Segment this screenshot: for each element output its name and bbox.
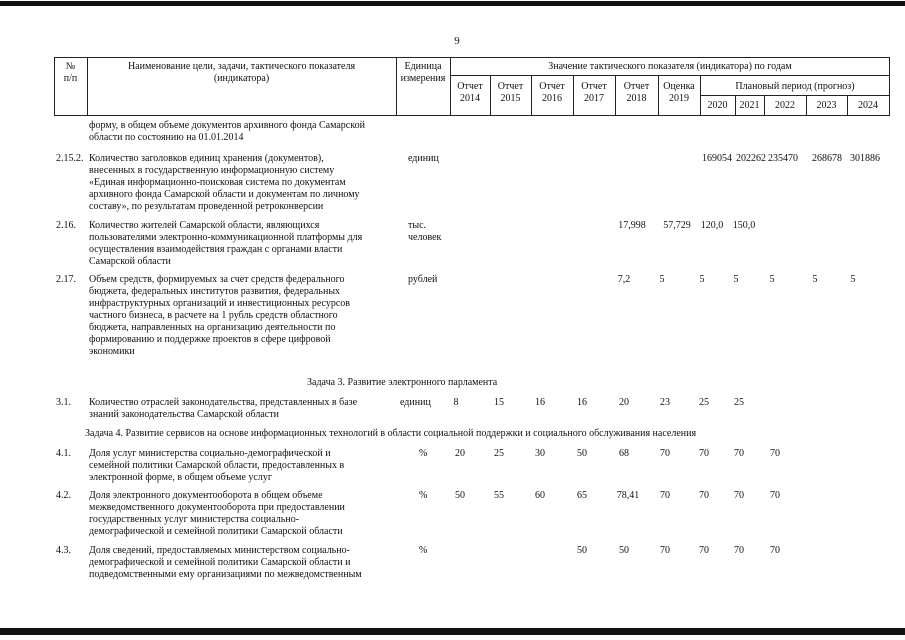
row-unit: % (419, 490, 428, 501)
header-name-sub: (индикатора) (213, 73, 270, 84)
value-cell: 70 (699, 545, 709, 556)
value-cell: 16 (535, 397, 545, 408)
desc-line: Самарской области (89, 256, 171, 267)
value-cell: 5 (812, 274, 818, 285)
value-cell: 5 (733, 274, 739, 285)
value-cell: 50 (577, 545, 587, 556)
value-cell: 202262 (736, 153, 766, 164)
desc-line: составу», по результатам проведенной ретроконверсии (89, 201, 324, 212)
header-year: 2014 (460, 93, 480, 104)
value-cell: 120,0 (700, 220, 724, 231)
header-plan-year: 2020 (707, 100, 728, 111)
value-cell: 70 (770, 490, 780, 501)
header-year-label: Отчет (539, 81, 565, 92)
bottom-border (0, 628, 905, 635)
header-unit: Единица (404, 61, 442, 72)
value-cell: 5 (659, 274, 665, 285)
header-year-label: Отчет (581, 81, 607, 92)
desc-line: Доля услуг министерства социально-демографической и (89, 448, 331, 459)
value-cell: 169054 (702, 153, 732, 164)
row-unit: рублей (408, 274, 438, 285)
header-plan-title: Плановый период (прогноз) (735, 81, 855, 92)
row-number: 4.1. (56, 448, 71, 459)
value-cell: 70 (699, 448, 709, 459)
desc-line: государственных услуг министерства социально- (89, 514, 300, 525)
row-description (89, 153, 393, 213)
row-description (89, 490, 393, 538)
value-cell: 17,998 (618, 220, 646, 231)
value-cell: 15 (494, 397, 504, 408)
value-cell: 5 (850, 274, 856, 285)
value-cell: 16 (577, 397, 587, 408)
desc-line: Количество жителей Самарской области, являющихся (89, 220, 320, 231)
desc-line: Количество отраслей законодательства, представленных в базе (89, 397, 358, 408)
header-values-title: Значение тактического показателя (индикатора) по годам (548, 61, 792, 72)
desc-line: Доля электронного документооборота в общем объеме (89, 490, 323, 501)
value-cell: 70 (660, 490, 670, 501)
value-cell: 5 (769, 274, 775, 285)
desc-line: форму, в общем объеме документов архивного фонда Самарской (89, 120, 365, 131)
header-year: 2018 (626, 93, 647, 104)
task-heading: Задача 3. Развитие электронного парламента (307, 377, 498, 388)
header-num-sub: п/п (63, 73, 78, 84)
row-number: 4.2. (56, 490, 71, 501)
desc-line: бюджета, направленных на организацию деятельности по (89, 322, 336, 333)
header-plan-year: 2021 (739, 100, 760, 111)
value-cell: 268678 (812, 153, 842, 164)
value-cell: 23 (660, 397, 670, 408)
value-cell: 70 (770, 448, 780, 459)
row-continuation-text (89, 120, 393, 144)
row-number: 2.16. (56, 220, 76, 231)
task-heading: Задача 4. Развитие сервисов на основе информационных технологий в области социальной поддержки и социального обслуживания населения (85, 428, 697, 439)
header-name: Наименование цели, задачи, тактического показателя (127, 61, 356, 72)
header-plan-year: 2023 (816, 100, 837, 111)
value-cell: 7,2 (617, 274, 631, 285)
desc-line: демографической и семейной политики Самарской области и (89, 557, 351, 568)
value-cell: 68 (619, 448, 629, 459)
value-cell: 50 (619, 545, 629, 556)
desc-line: Доля сведений, предоставляемых министерством социально- (89, 545, 350, 556)
table-header (54, 57, 890, 115)
value-cell: 235470 (768, 153, 798, 164)
value-cell: 70 (770, 545, 780, 556)
value-cell: 25 (699, 397, 709, 408)
row-number: 2.17. (56, 274, 76, 285)
row-unit: единиц (400, 397, 431, 408)
value-cell: 50 (577, 448, 587, 459)
desc-line: подведомственными ему организациями по межведомственным (89, 569, 362, 580)
row-number: 2.15.2. (56, 153, 84, 164)
desc-line: внесенных в государственную информационную систему (89, 165, 335, 176)
desc-line: формированию и поддержке проектов в сфере цифровой (89, 334, 331, 345)
value-cell: 30 (535, 448, 545, 459)
header-num: № (65, 61, 76, 72)
value-cell: 20 (619, 397, 629, 408)
value-cell: 57,729 (663, 220, 691, 231)
desc-line: семейной политики Самарской области, предоставленных в (89, 460, 345, 471)
header-year: 2016 (542, 93, 562, 104)
row-unit: тыс. человек (408, 220, 442, 243)
value-cell: 70 (660, 545, 670, 556)
value-cell: 78,41 (616, 490, 640, 501)
value-cell: 50 (455, 490, 465, 501)
value-cell: 70 (734, 448, 744, 459)
value-cell: 25 (494, 448, 504, 459)
value-cell: 70 (699, 490, 709, 501)
desc-line: знаний законодательства Самарской области (89, 409, 279, 420)
page-number: 9 (454, 35, 460, 47)
header-year-label: Оценка (663, 81, 695, 92)
row-unit: % (419, 448, 428, 459)
value-cell: 5 (699, 274, 705, 285)
header-plan-year: 2022 (775, 100, 795, 111)
value-cell: 55 (494, 490, 504, 501)
header-year-label: Отчет (623, 81, 650, 92)
value-cell: 65 (577, 490, 587, 501)
desc-line: межведомственного документооборота при предоставлении (89, 502, 345, 513)
row-unit: единиц (408, 153, 439, 164)
desc-line: Количество заголовков единиц хранения (документов), (89, 153, 324, 164)
header-year-label: Отчет (497, 81, 524, 92)
value-cell: 70 (734, 545, 744, 556)
desc-line: осуществления взаимодействия граждан с органами власти (89, 244, 343, 255)
value-cell: 301886 (850, 153, 880, 164)
header-plan-year: 2024 (858, 100, 878, 111)
value-cell: 20 (455, 448, 465, 459)
desc-line: Объем средств, формируемых за счет средств федерального (89, 274, 345, 285)
desc-line: экономики (89, 346, 135, 357)
value-cell: 150,0 (732, 220, 756, 231)
header-unit-sub: измерения (400, 73, 446, 84)
desc-line: бюджета, федеральных институтов развития, федеральных (89, 286, 341, 297)
row-description (89, 545, 393, 581)
desc-line: пользователями электронно-коммуникационной платформы для (89, 232, 363, 243)
row-description (89, 220, 393, 268)
header-year: 2017 (584, 93, 604, 104)
value-cell: 25 (734, 397, 744, 408)
row-description (89, 274, 393, 358)
row-description (89, 397, 393, 421)
value-cell: 60 (535, 490, 545, 501)
row-description (89, 448, 393, 484)
desc-line: «Единая информационно-поисковая система по документам (89, 177, 346, 188)
header-year-label: Отчет (457, 81, 483, 92)
desc-line: области по состоянию на 01.01.2014 (89, 132, 244, 143)
row-number: 4.3. (56, 545, 71, 556)
value-cell: 70 (734, 490, 744, 501)
row-unit: % (419, 545, 428, 556)
header-year: 2015 (500, 93, 521, 104)
row-number: 3.1. (56, 397, 71, 408)
desc-line: электронной форме, в общем объеме услуг (89, 472, 272, 483)
desc-line: архивного фонда Самарской области и документам по личному (89, 189, 360, 200)
desc-line: демографической и семейной политики Самарской области (89, 526, 343, 537)
header-year: 2019 (669, 93, 689, 104)
value-cell: 70 (660, 448, 670, 459)
top-border (0, 1, 905, 6)
value-cell: 8 (453, 397, 459, 408)
desc-line: частного бизнеса, в расчете на 1 рубль средств областного (89, 310, 338, 321)
desc-line: инфраструктурных организаций и инвестиционных ресурсов (89, 298, 350, 309)
